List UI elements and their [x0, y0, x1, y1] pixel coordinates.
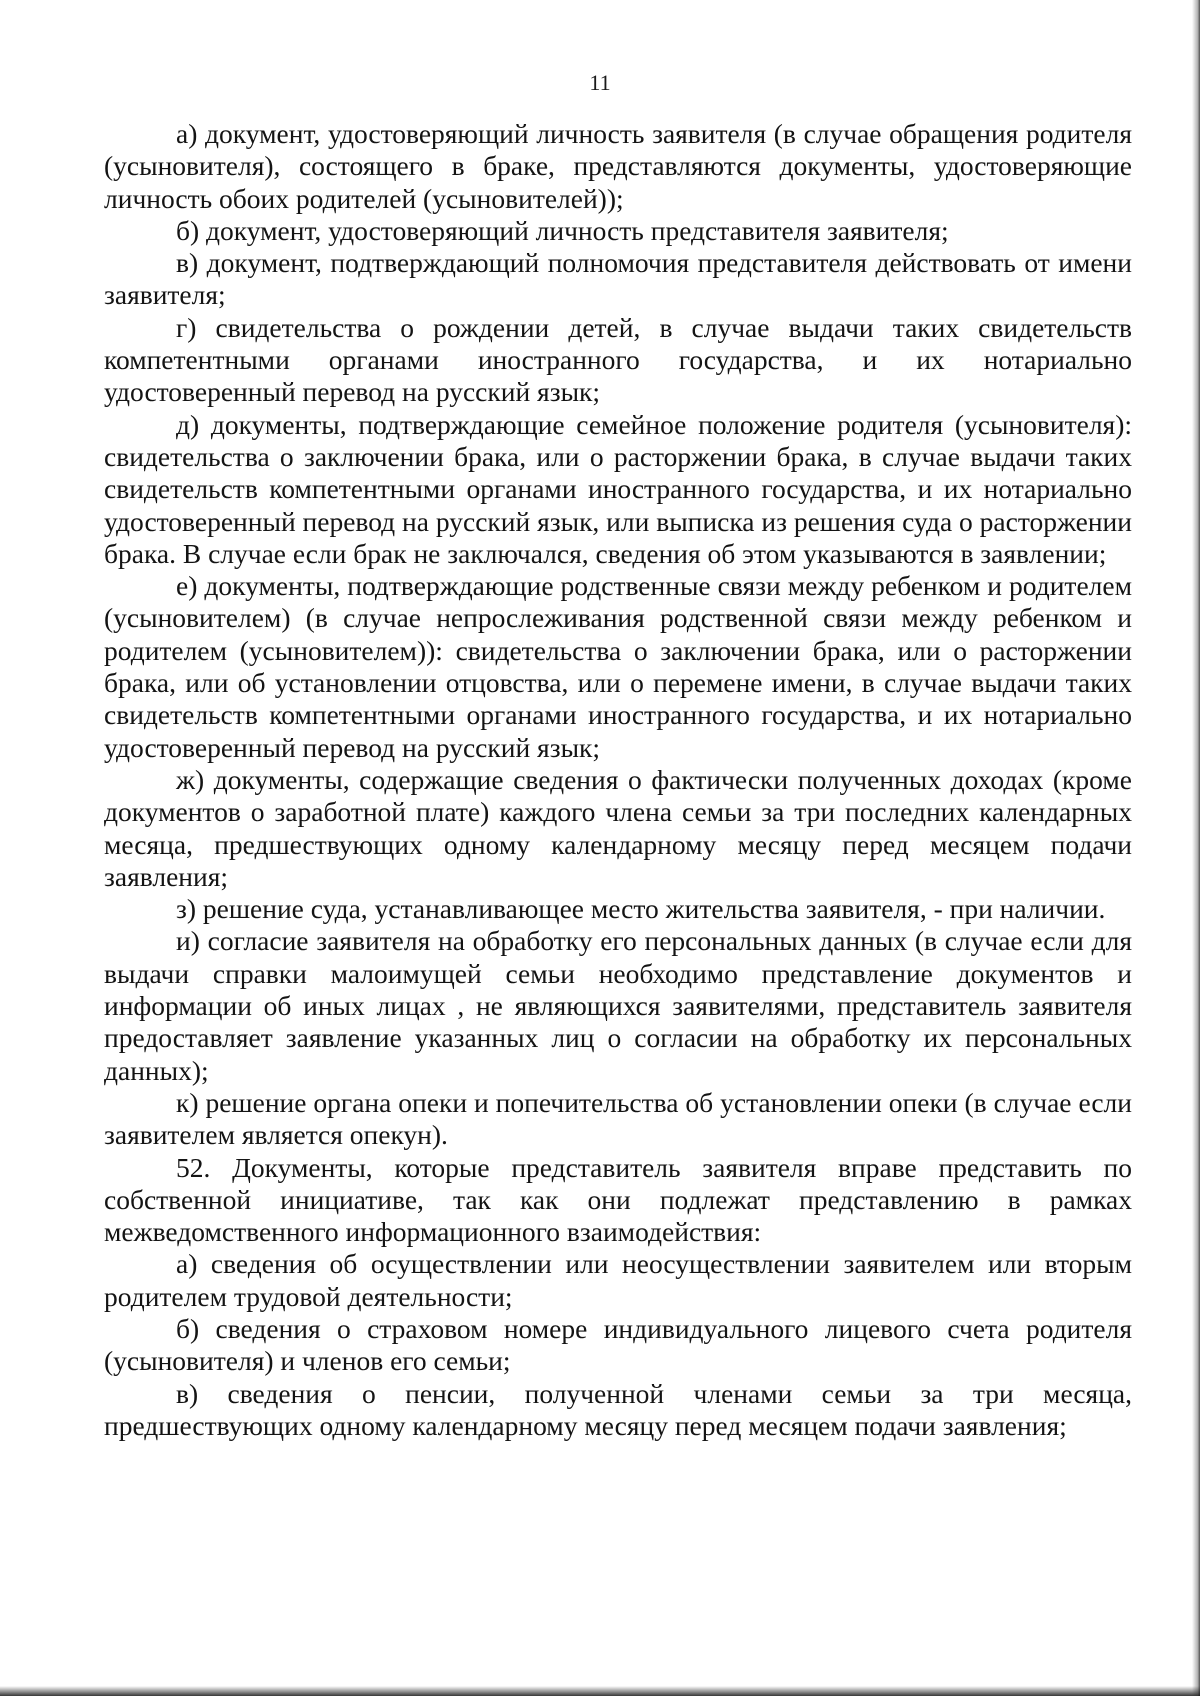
paragraph-b-representative-identity: б) документ, удостоверяющий личность представителя заявителя;	[176, 214, 949, 246]
paragraph-z-court-decision: з) решение суда, устанавливающее место жительства заявителя, - при наличии.	[176, 893, 1106, 925]
paragraph-k-guardianship-decision: к) решение органа опеки и попечительства об установлении опеки (в случае если заявителем является опекун).	[104, 1086, 1132, 1151]
paragraph-e-family-relations: е) документы, подтверждающие родственные связи между ребенком и родителем (усыновителем) (в случае непрослеживания родственной связи между ребенком и родителем (усыновителем)): свидетельства о заключении брака, или о расторжении брака, или об установлении отцовства, или о перемене имени, в случае выдачи таких свидетельств компетентными органами иностранного государства, и их нотариально удостоверенный перевод на русский язык;	[104, 570, 1132, 763]
paragraph-52v-pension-info: в) сведения о пенсии, полученной членами семьи за три месяца, предшествующих одному календарному месяцу перед месяцем подачи заявления;	[104, 1377, 1132, 1441]
paragraph-52a-employment-info: а) сведения об осуществлении или неосуществлении заявителем или вторым родителем трудовой деятельности;	[104, 1248, 1132, 1312]
paragraph-a-identity-document: а) документ, удостоверяющий личность заявителя (в случае обращения родителя (усыновителя), состоящего в браке, представляются документы, удостоверяющие личность обоих родителей (усыновителей));	[104, 118, 1132, 214]
paragraph-i-personal-data-consent: и) согласие заявителя на обработку его персональных данных (в случае если для выдачи справки малоимущей семьи необходимо представление документов и информации об иных лицах , не являющихся заявителями, представитель заявителя предоставляет заявление указанных лиц о согласии на обработку их персональных данных);	[104, 925, 1132, 1086]
paragraph-52-own-initiative-documents: 52. Документы, которые представитель заявителя вправе представить по собственной инициативе, так как они подлежат представлению в рамках межведомственного информационного взаимодействия:	[104, 1151, 1132, 1248]
paragraph-v-representative-authority: в) документ, подтверждающий полномочия представителя действовать от имени заявителя;	[104, 247, 1132, 311]
paragraph-d-marital-status: д) документы, подтверждающие семейное положение родителя (усыновителя): свидетельства о заключении брака, или о расторжении брака, в случае выдачи таких свидетельств компетентными органами иностранного государства, и их нотариально удостоверенный перевод на русский язык, или выписка из решения суда о расторжении брака. В случае если брак не заключался, сведения об этом указываются в заявлении;	[104, 408, 1132, 569]
page-number: 11	[589, 70, 611, 95]
document-body	[104, 118, 1132, 1442]
paragraph-g-birth-certificates: г) свидетельства о рождении детей, в случае выдачи таких свидетельств компетентными органами иностранного государства, и их нотариально удостоверенный перевод на русский язык;	[104, 311, 1132, 408]
scan-shadow-bottom	[0, 1686, 1200, 1696]
paragraph-52b-insurance-number: б) сведения о страховом номере индивидуального лицевого счета родителя (усыновителя) и членов его семьи;	[104, 1312, 1132, 1377]
scan-shadow-right	[1192, 0, 1200, 1696]
paragraph-zh-income-documents: ж) документы, содержащие сведения о фактически полученных доходах (кроме документов о заработной плате) каждого члена семьи за три последних календарных месяца, предшествующих одному календарному месяцу перед месяцем подачи заявления;	[104, 763, 1132, 892]
